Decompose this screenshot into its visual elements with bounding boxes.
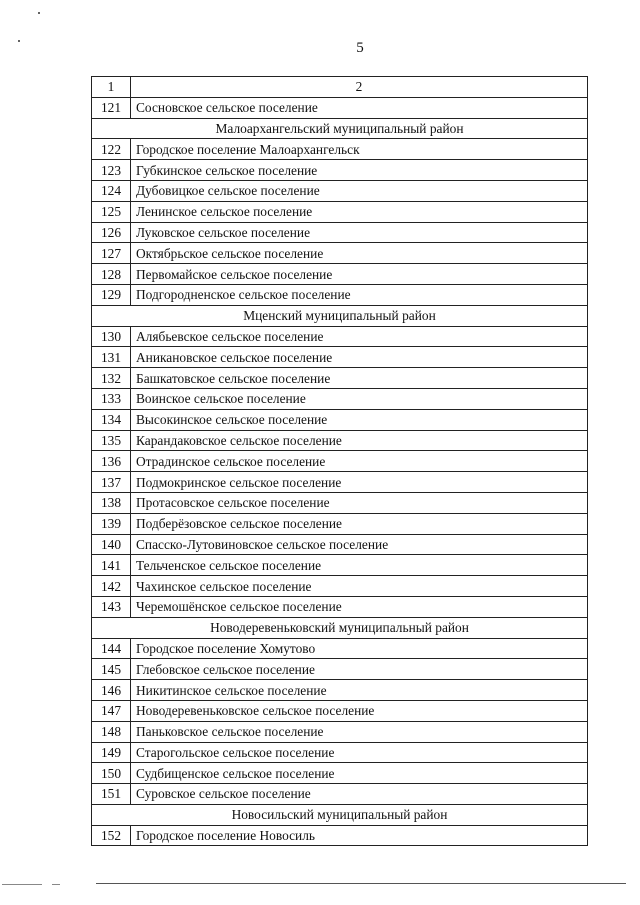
settlement-name: Сосновское сельское поселение [131,97,588,118]
row-number: 125 [92,201,131,222]
settlement-name: Протасовское сельское поселение [131,492,588,513]
table-row [92,243,588,264]
table-header-row [92,77,588,98]
settlement-name: Судбищенское сельское поселение [131,763,588,784]
row-number: 127 [92,243,131,264]
table-row [92,222,588,243]
scan-mark [52,884,60,885]
bottom-rule [96,883,626,884]
settlement-name: Подберёзовское сельское поселение [131,513,588,534]
table-row [92,201,588,222]
row-number: 144 [92,638,131,659]
settlement-name: Глебовское сельское поселение [131,659,588,680]
row-number: 134 [92,409,131,430]
table-row [92,451,588,472]
row-number: 121 [92,97,131,118]
row-number: 149 [92,742,131,763]
table-row [92,284,588,305]
table-row [92,368,588,389]
settlement-name: Городское поселение Малоархангельск [131,139,588,160]
row-number: 150 [92,763,131,784]
settlement-name: Черемошёнское сельское поселение [131,596,588,617]
column-header-name: 2 [131,77,588,98]
district-header-row [92,118,588,139]
table-row [92,97,588,118]
table-row [92,659,588,680]
settlement-name: Октябрьское сельское поселение [131,243,588,264]
settlement-name: Тельченское сельское поселение [131,555,588,576]
row-number: 124 [92,180,131,201]
district-header-row [92,804,588,825]
row-number: 152 [92,825,131,846]
settlement-name: Карандаковское сельское поселение [131,430,588,451]
table-row [92,180,588,201]
settlement-name: Алябьевское сельское поселение [131,326,588,347]
table-row [92,160,588,181]
settlement-name: Никитинское сельское поселение [131,680,588,701]
settlement-name: Городское поселение Хомутово [131,638,588,659]
settlement-name: Высокинское сельское поселение [131,409,588,430]
settlement-name: Дубовицкое сельское поселение [131,180,588,201]
page-number: 5 [356,40,364,56]
row-number: 133 [92,388,131,409]
district-header-row [92,617,588,638]
settlements-table-body [92,77,588,846]
table-row [92,721,588,742]
district-header-row [92,305,588,326]
table-row [92,638,588,659]
settlement-name: Старогольское сельское поселение [131,742,588,763]
row-number: 151 [92,784,131,805]
settlement-name: Спасско-Лутовиновское сельское поселение [131,534,588,555]
table-row [92,409,588,430]
settlement-name: Подмокринское сельское поселение [131,472,588,493]
settlement-name: Суровское сельское поселение [131,784,588,805]
row-number: 136 [92,451,131,472]
table-row [92,347,588,368]
table-row [92,742,588,763]
table-row [92,680,588,701]
table-row [92,388,588,409]
table-row [92,596,588,617]
column-header-number: 1 [92,77,131,98]
settlement-name: Чахинское сельское поселение [131,576,588,597]
row-number: 123 [92,160,131,181]
row-number: 146 [92,680,131,701]
table-row [92,492,588,513]
district-name: Малоархангельский муниципальный район [92,118,588,139]
district-name: Мценский муниципальный район [92,305,588,326]
settlement-name: Паньковское сельское поселение [131,721,588,742]
row-number: 140 [92,534,131,555]
settlement-name: Башкатовское сельское поселение [131,368,588,389]
table-row [92,825,588,846]
settlement-name: Ленинское сельское поселение [131,201,588,222]
row-number: 141 [92,555,131,576]
settlement-name: Первомайское сельское поселение [131,264,588,285]
settlements-table [91,76,588,846]
settlement-name: Аникановское сельское поселение [131,347,588,368]
settlement-name: Воинское сельское поселение [131,388,588,409]
table-row [92,513,588,534]
row-number: 142 [92,576,131,597]
table-row [92,700,588,721]
table-row [92,576,588,597]
table-row [92,139,588,160]
row-number: 129 [92,284,131,305]
row-number: 143 [92,596,131,617]
row-number: 148 [92,721,131,742]
row-number: 132 [92,368,131,389]
row-number: 131 [92,347,131,368]
scan-mark [2,884,42,885]
settlement-name: Городское поселение Новосиль [131,825,588,846]
table-row [92,555,588,576]
settlement-name: Новодеревеньковское сельское поселение [131,700,588,721]
row-number: 139 [92,513,131,534]
table-row [92,430,588,451]
row-number: 145 [92,659,131,680]
table-row [92,472,588,493]
row-number: 137 [92,472,131,493]
table-row [92,326,588,347]
row-number: 122 [92,139,131,160]
row-number: 147 [92,700,131,721]
table-row [92,763,588,784]
row-number: 135 [92,430,131,451]
row-number: 138 [92,492,131,513]
settlement-name: Подгородненское сельское поселение [131,284,588,305]
table-row [92,534,588,555]
district-name: Новосильский муниципальный район [92,804,588,825]
row-number: 126 [92,222,131,243]
district-name: Новодеревеньковский муниципальный район [92,617,588,638]
row-number: 130 [92,326,131,347]
settlement-name: Отрадинское сельское поселение [131,451,588,472]
settlement-name: Луковское сельское поселение [131,222,588,243]
scan-speck [38,12,40,14]
settlement-name: Губкинское сельское поселение [131,160,588,181]
row-number: 128 [92,264,131,285]
table-row [92,784,588,805]
table-row [92,264,588,285]
